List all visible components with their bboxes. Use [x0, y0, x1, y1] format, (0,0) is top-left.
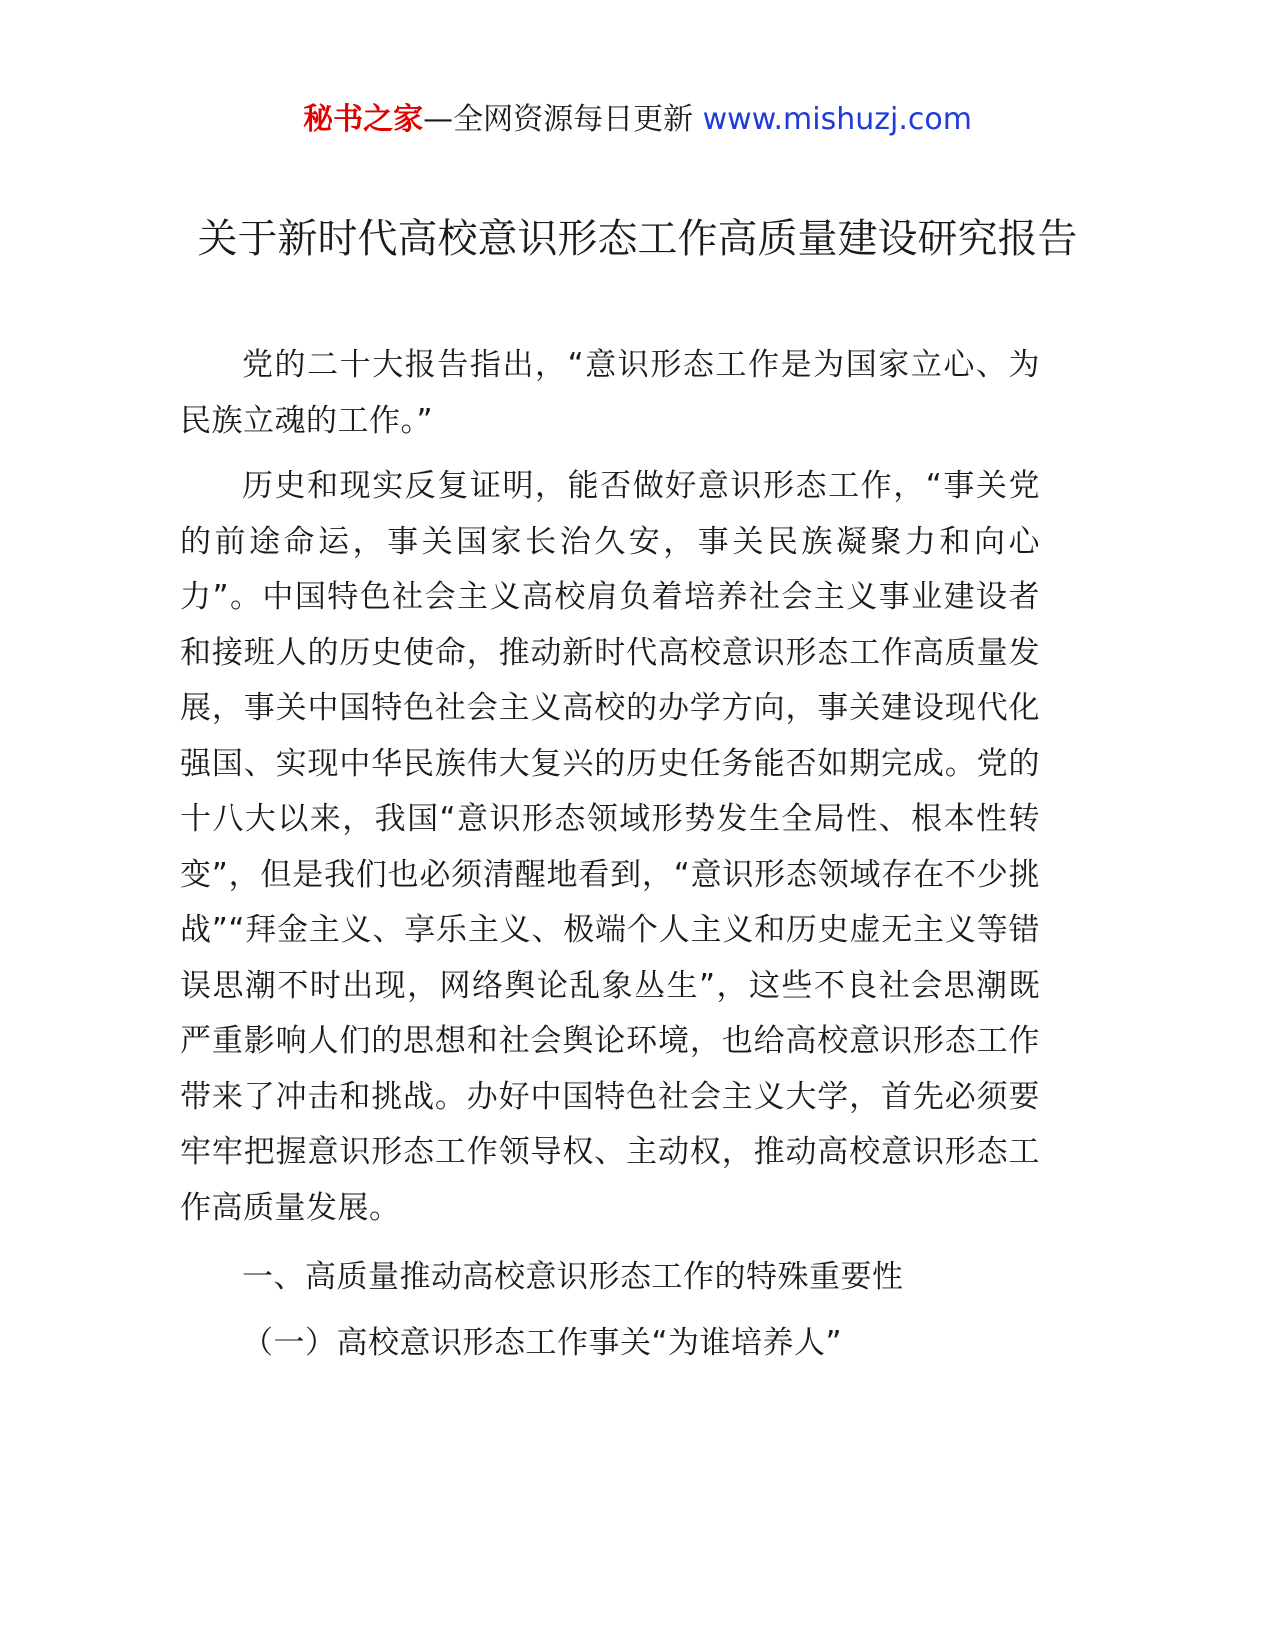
document-title: 关于新时代高校意识形态工作高质量建设研究报告: [197, 216, 1078, 262]
header-tagline: —全网资源每日更新: [423, 102, 703, 137]
paragraph-2: 历史和现实反复证明，能否做好意识形态工作，“事关党的前途命运，事关国家长治久安，事关民族凝聚力和向心力”。中国特色社会主义高校肩负着培养社会主义事业建设者和接班人的历史使命，推动新时代高校意识形态工作高质量发展，事关中国特色社会主义高校的办学方向，事关建设现代化强国、实现中华民族伟大复兴的历史任务能否如期完成。党的十八大以来，我国“意识形态领域形势发生全局性、根本性转变”，但是我们也必须清醒地看到，“意识形态领域存在不少挑战”“拜金主义、享乐主义、极端个人主义和历史虚无主义等错误思潮不时出现，网络舆论乱象丛生”，这些不良社会思潮既严重影响人们的思想和社会舆论环境，也给高校意识形态工作带来了冲击和挑战。办好中国特色社会主义大学，首先必须要牢牢把握意识形态工作领导权、主动权，推动高校意识形态工作高质量发展。: [180, 468, 1040, 1226]
subsection-heading: （一）高校意识形态工作事关“为谁培养人”: [242, 1324, 843, 1361]
site-header: [0, 100, 1275, 140]
site-url-link[interactable]: www.mishuzj.com: [702, 102, 972, 137]
brand-name: 秘书之家: [303, 102, 424, 137]
document-body: [180, 338, 1040, 1381]
section-heading: 一、高质量推动高校意识形态工作的特殊重要性: [242, 1259, 904, 1295]
paragraph-1: 党的二十大报告指出，“意识形态工作是为国家立心、为民族立魂的工作。”: [180, 347, 1040, 439]
